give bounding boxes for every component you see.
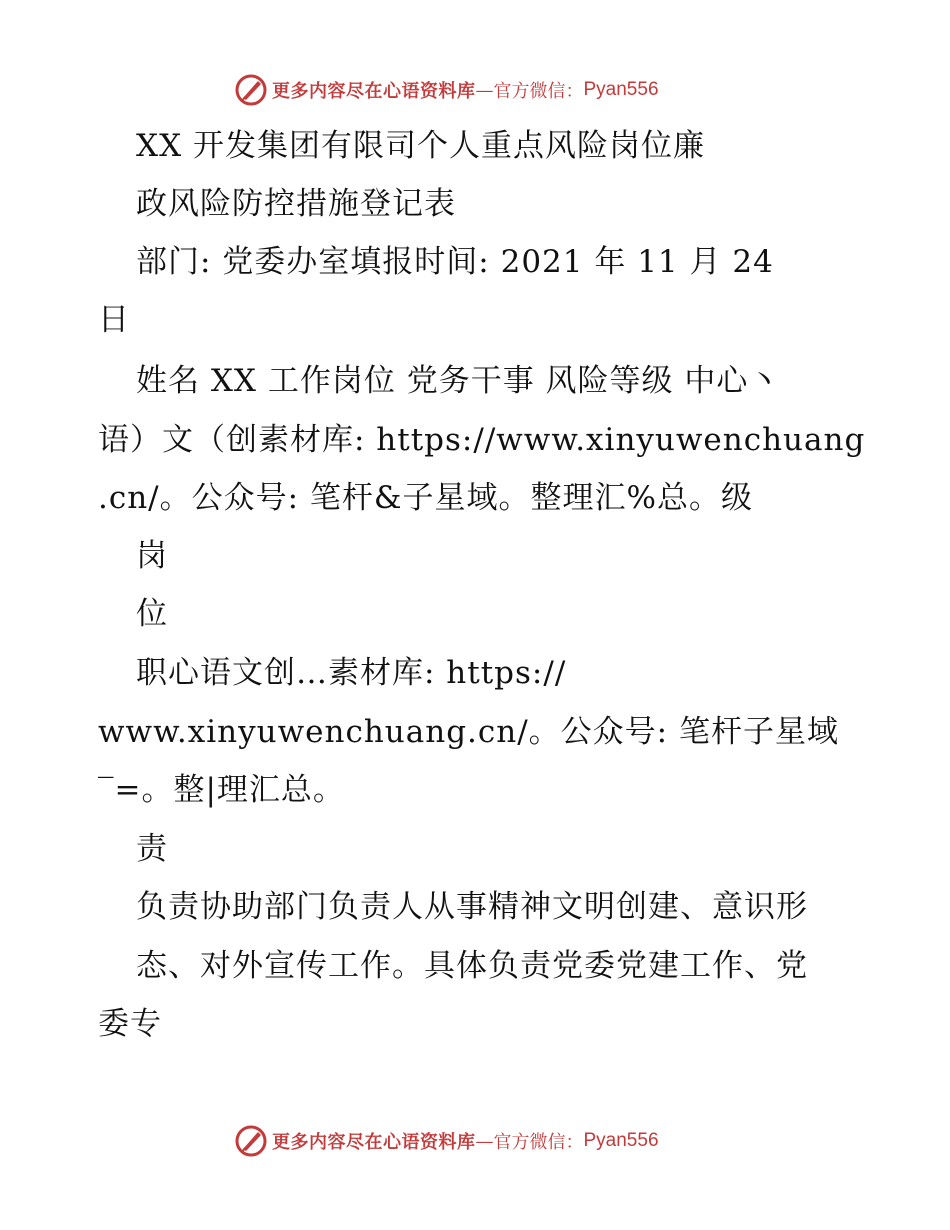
watermark-wechat-id: Pyan556 [583, 79, 659, 100]
duty-line-cont-2: ‾=。整|理汇总。 [98, 772, 345, 808]
department-line-cont: 日 [98, 302, 130, 338]
department-line: 部门: 党委办室填报时间: 2021 年 11 月 24 [136, 244, 774, 280]
duty-line: 职心语文创…素材库: https:// [136, 655, 567, 691]
responsibility-line-3: 委专 [98, 1006, 162, 1042]
label-ze: 责 [136, 831, 168, 867]
watermark-text: 更多内容尽在心语资料库 [272, 81, 476, 102]
quill-logo-icon [234, 1124, 268, 1158]
watermark-wechat-id: Pyan556 [583, 1130, 659, 1151]
info-line-cont-2: .cn/。公众号: 笔杆&子星域。整理汇%总。级 [98, 480, 753, 516]
quill-logo-icon [234, 73, 268, 107]
info-line: 姓名 XX 工作岗位 党务干事 风险等级 中心丶 [136, 363, 781, 399]
label-gang: 岗 [136, 538, 168, 574]
info-line-cont-1: 语）文（创素材库: https://www.xinyuwenchuang [98, 422, 866, 458]
doc-title-line-2: 政风险防控措施登记表 [136, 186, 456, 222]
watermark-text: 更多内容尽在心语资料库 [272, 1132, 476, 1153]
responsibility-line-2: 态、对外宣传工作。具体负责党委党建工作、党 [136, 948, 808, 984]
responsibility-line-1: 负责协助部门负责人从事精神文明创建、意识形 [136, 889, 808, 925]
watermark-separator: — [475, 79, 494, 101]
watermark-wechat-label: 官方微信： [493, 1132, 584, 1153]
label-wei: 位 [136, 596, 168, 632]
duty-line-cont-1: www.xinyuwenchuang.cn/。公众号: 笔杆子星域 [98, 714, 839, 750]
watermark-banner-bottom [234, 1124, 659, 1158]
watermark-separator: — [475, 1130, 494, 1152]
watermark-banner-top [234, 73, 659, 107]
watermark-wechat-label: 官方微信： [493, 81, 584, 102]
doc-title-line-1: XX 开发集团有限司个人重点风险岗位廉 [136, 128, 705, 164]
